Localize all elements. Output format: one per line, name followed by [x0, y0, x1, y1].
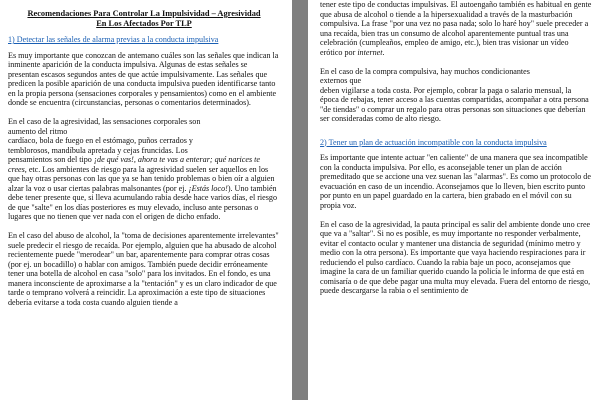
document-page-right — [308, 0, 600, 400]
paragraph-aggression-plan: En el caso de la agresividad, la pauta principal es salir del ambiente donde uno cree que va a "saltar". Si no es posible, es muy importante no responder verbalmente, evitar el contacto ocular y mantener una distancia de seguridad (mínimo metro y medio con la otra persona). Es importante que vaya haciendo respiraciones para ir reduciendo el pulso cardíaco. Cuando la rabia baje un poco, aconsejamos que imagine la cara de un familiar querido cuando la policía le informa de que está en comisaría o de que debe pagar una multa muy elevada. Fuera del entorno de riesgo, puede descargarse la rabia o el sentimiento de — [320, 219, 591, 295]
text-line: temblorosos, mandíbula apretada y cejas fruncidas. Los — [8, 145, 188, 155]
paragraph-warning-signs: Es muy importante que conozcan de antemano cuáles son las señales que indican la inminente aparición de la conducta impulsiva. Algunas de estas señales se presentan escasos segundos antes de que actúe impulsivamente. Las señales que predicen la posible aparición de una conducta impulsiva pueden identificarse tanto en la propia persona (sensaciones corporales y pensamientos) como en el ambiente donde se encuentra (circunstancias, personas o comentarios determinados). — [8, 50, 279, 107]
text-line: externos que — [320, 76, 362, 85]
text-run: deben vigilarse a toda costa. Por ejemplo, cobrar la paga o salario mensual, la época de rebajas, tener acceso a las cuentas compartidas, acompañar a otra persona "de tiendas" o comprar un regalo para otras personas son situaciones que deberían ser consideradas como de alto riesgo. — [320, 85, 589, 123]
document-title — [8, 9, 280, 29]
paragraph-action-plan: Es importante que intente actuar "en caliente" de una manera que sea incompatible con la conducta impulsiva. Por ello, es aconsejable tener un plan de acción premeditado que se accione una vez suenan las "alarmas". Es como un protocolo de evacuación en caso de un incendio. Aconsejamos que lo lleven, bien escrito punto por punto en un papel guardado en la cartera, bien grabado en el móvil con su propia voz. — [320, 153, 591, 210]
text-line: En el caso de la compra compulsiva, hay muchos condicionantes — [320, 66, 530, 76]
italic-quote: ¡Estás loco! — [188, 183, 228, 193]
document-title-line-2: En Los Afectados Por TLP — [96, 19, 192, 28]
text-span: . — [382, 47, 385, 57]
text-span: ). Uno también debe tener presente que, si lleva acumulando rabia desde hace varios días, el riesgo de que "salte" en los días posteriores es muy elevado, incluso ante personas o lugares que no tienen que ver nada con el origen de dicho enfado. — [8, 183, 278, 221]
section-heading-2: 2) Tener un plan de actuación incompatible con la conducta impulsiva — [320, 137, 547, 147]
document-title-line-1: Recomendaciones Para Controlar La Impulsividad – Agresividad — [27, 9, 261, 18]
text-line: aumento del ritmo — [8, 126, 68, 136]
text-span: , etc. Los ambientes de riesgo para la agresividad suelen ser aquellos en los que hay otras personas con las que ya se han tenido problemas o bien oír a alguien alzar la voz o usar ciertas palabras malsonantes (por ej. — [8, 164, 275, 193]
italic-word: internet — [357, 47, 383, 57]
italic-quote: ¡de qué vas!, ahora te vas a enterar; qué narices te crees — [8, 155, 260, 174]
paragraph-continuation — [320, 0, 592, 57]
paragraph-compulsive-buying — [320, 67, 592, 124]
paragraph-aggression-signs — [8, 117, 280, 222]
text-run — [8, 155, 280, 222]
text-line: cardíaco, bola de fuego en el estómago, puños cerrados y — [8, 136, 193, 145]
text-line: En el caso de la agresividad, las sensaciones corporales son — [8, 117, 201, 126]
section-heading-1: 1) Detectar las señales de alarma previas a la conducta impulsiva — [8, 35, 219, 44]
text-span: tener este tipo de conductas impulsivas. El autoengaño también es habitual en gente que abusa de alcohol o tiende a la hipersexualidad a través de la masturbación compulsiva. La frase "por una vez no pasa nada; solo lo haré hoy" suele preceder a una recaída, bien tras un consumo de alcohol aparentemente puntual tras una celebración (cumpleaños, empleo de amigo, etc.), bien tras visionar un vídeo erótico por — [320, 0, 592, 57]
text-span: pensamientos son del tipo — [8, 155, 94, 164]
document-page-left — [0, 0, 292, 400]
paragraph-alcohol: En el caso del abuso de alcohol, la "toma de decisiones aparentemente irrelevantes" suele predecir el riesgo de recaída. Por ejemplo, alguien que ha abusado de alcohol recientemente puede "merodear" un bar, aparentemente para comprar otras cosas (por ej. un bocadillo) o hablar con amigos. También puede decidir erróneamente tener una botella de alcohol en casa "solo" para los invitados. En el fondo, es una manera inconsciente de aproximarse a la "tentación" y es un claro indicador de que tarde o temprano volverá a reincidir. La aproximación a este tipo de situaciones debería evitarse a toda costa cuando alguien tiende a — [8, 231, 279, 307]
